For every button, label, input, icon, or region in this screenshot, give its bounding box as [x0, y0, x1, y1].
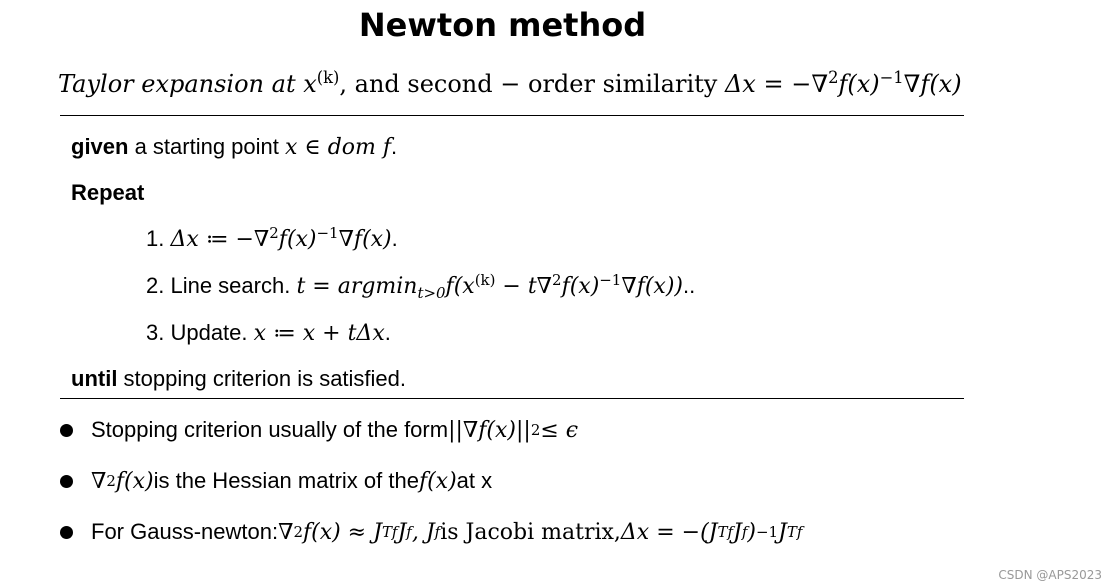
bullet-stopping-criterion: Stopping criterion usually of the form ||∇f(x)|| 2 ≤ ϵ: [60, 417, 578, 443]
bullet3-text: For Gauss-newton:: [91, 519, 279, 544]
step2-b: f(x: [445, 274, 475, 299]
step2-d: f(x): [561, 274, 600, 299]
algorithm-bottom-rule: [60, 398, 964, 399]
bullet-hessian: ∇ 2 f(x) is the Hessian matrix of the f(x) at x: [60, 468, 492, 494]
given-math: x ∈ dom f: [285, 135, 392, 160]
given-keyword: given: [71, 134, 129, 159]
subtitle-formula-sup1: 2: [828, 68, 839, 88]
bullet1-text: Stopping criterion usually of the form: [91, 417, 449, 442]
step2-a: t = argmin: [296, 274, 418, 299]
given-end: .: [391, 134, 398, 159]
bullet-dot: [60, 424, 73, 437]
bullet-dot: [60, 526, 73, 539]
subtitle-formula-end: ∇f(x): [903, 70, 962, 98]
bullet3-a: ∇: [278, 519, 294, 545]
bullet3-c: J: [397, 519, 407, 545]
bullet3-d: , J: [411, 519, 435, 545]
bullet-dot: [60, 475, 73, 488]
step3-number: 3. Update.: [146, 320, 254, 345]
bullet3-g: J: [733, 519, 742, 545]
step-1: [146, 223, 398, 252]
bullet3-f: Δx = −(J: [620, 519, 718, 545]
until-keyword: until: [71, 366, 118, 391]
watermark: CSDN @APS2023: [998, 568, 1102, 582]
subtitle-formula: Δx = −∇: [724, 70, 829, 98]
step2-end: ..: [683, 273, 696, 298]
repeat-line: [71, 180, 144, 206]
step2-sub: t>0: [417, 284, 446, 303]
step1-sup1: 2: [269, 223, 279, 242]
step-3: [146, 320, 391, 346]
bullet3-i: J: [778, 519, 787, 545]
bullet3-e: is Jacobi matrix,: [440, 519, 621, 545]
taylor-expansion-line: [58, 70, 962, 98]
subtitle-middle: , and second − order similarity: [339, 70, 725, 98]
until-line: [71, 366, 406, 392]
step2-c: − t∇: [495, 274, 553, 299]
repeat-keyword: Repeat: [71, 180, 145, 205]
step3-end: .: [384, 320, 391, 345]
bullet2-text: is the Hessian matrix of the: [153, 468, 419, 493]
bullet1-math-b: ≤ ϵ: [540, 417, 579, 443]
step3-math: x ≔ x + tΔx: [253, 321, 385, 346]
step1-end: .: [391, 226, 398, 251]
subtitle-formula-sup2: −1: [879, 68, 904, 88]
bullet2-math-b: f(x): [115, 468, 154, 494]
step2-number: 2. Line search.: [146, 273, 297, 298]
step1-number: 1.: [146, 226, 171, 251]
step1-sup2: −1: [316, 223, 339, 242]
given-text: a starting point: [128, 134, 286, 159]
bullet3-b: f(x) ≈ J: [302, 519, 382, 545]
subtitle-prefix: Taylor expansion at x: [58, 70, 317, 98]
step2-e: ∇f(x)): [621, 274, 683, 299]
step2-sup3: −1: [599, 270, 622, 289]
step1-c: ∇f(x): [338, 227, 392, 252]
until-text: stopping criterion is satisfied.: [117, 366, 407, 391]
bullet1-math-a: ||∇f(x)||: [448, 417, 531, 443]
given-line: [71, 134, 397, 160]
step2-sup1: (k): [474, 270, 496, 289]
bullet-gauss-newton: For Gauss-newton: ∇ 2 f(x) ≈ J T f J f , J f is Jacobi matrix, Δx = −(J T f J f ) −1 J T f: [60, 519, 802, 545]
step2-sup2: 2: [552, 270, 562, 289]
bullet2-math-c: f(x): [418, 468, 457, 494]
subtitle-prefix-sup: (k): [316, 68, 340, 88]
step1-b: f(x): [278, 227, 317, 252]
bullet2-math-a: ∇: [91, 468, 107, 494]
bullet3-h: ): [747, 519, 756, 545]
subtitle-formula-mid: f(x): [838, 70, 880, 98]
step-2: [146, 270, 696, 303]
algorithm-top-rule: [60, 115, 964, 116]
bullet2-end: at x: [456, 468, 493, 493]
page-title: Newton method: [358, 6, 647, 44]
step1-a: Δx ≔ −∇: [170, 227, 270, 252]
